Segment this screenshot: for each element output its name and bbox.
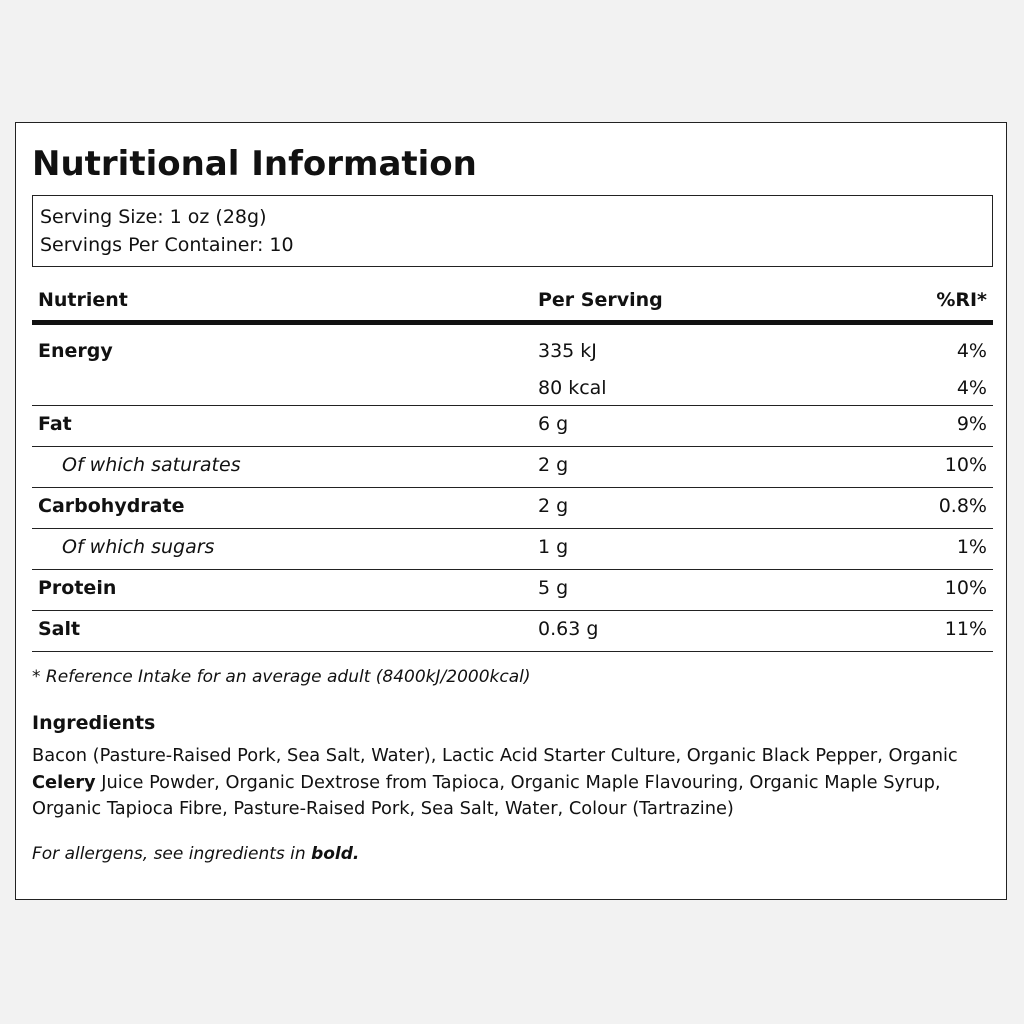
per-serving-value: 2 g (538, 495, 569, 517)
per-serving-value: 2 g (538, 454, 569, 476)
table-row-energy-kcal (32, 363, 993, 406)
table-row-protein (32, 570, 993, 611)
page-title: Nutritional Information (32, 144, 477, 184)
ri-value: 10% (944, 454, 987, 476)
table-row-fat (32, 406, 993, 447)
ri-value: 4% (956, 340, 987, 362)
per-serving-value: 5 g (538, 577, 569, 599)
allergen-ingredient: Celery (32, 771, 96, 793)
ingredients-line-text: Juice Powder, Organic Dextrose from Tapioca, Organic Maple Flavouring, Organic Maple Syrup, (95, 771, 941, 793)
table-row-salt (32, 611, 993, 652)
ingredients-line: Organic Tapioca Fibre, Pasture-Raised Pork, Sea Salt, Water, Colour (Tartrazine) (32, 798, 734, 819)
nutrition-panel (15, 122, 1007, 900)
table-row-energy-kj (32, 325, 993, 363)
table-row-carbohydrate (32, 488, 993, 529)
ri-value: 4% (956, 377, 987, 399)
header-per-serving: Per Serving (538, 289, 663, 311)
nutrient-name: Protein (38, 577, 117, 599)
ingredients-line: Bacon (Pasture-Raised Pork, Sea Salt, Water), Lactic Acid Starter Culture, Organic Black Pepper, Organic (32, 745, 958, 766)
nutrient-name: Of which saturates (62, 454, 241, 476)
per-serving-value: 6 g (538, 413, 569, 435)
nutrition-table (32, 281, 993, 652)
ingredients-line (32, 770, 994, 797)
per-serving-value: 335 kJ (538, 340, 597, 362)
ri-value: 0.8% (938, 495, 987, 517)
ri-value: 10% (944, 577, 987, 599)
header-nutrient: Nutrient (38, 289, 128, 311)
nutrient-name: Salt (38, 618, 81, 640)
serving-info-box (32, 195, 993, 267)
nutrient-name: Fat (38, 413, 72, 435)
reference-intake-footnote: * Reference Intake for an average adult (8400kJ/2000kcal) (32, 667, 531, 687)
table-row-saturates (32, 447, 993, 488)
per-serving-value: 1 g (538, 536, 569, 558)
table-row-sugars (32, 529, 993, 570)
nutrient-name: Energy (38, 340, 113, 362)
ingredients-text (32, 743, 994, 823)
table-header-row (32, 281, 993, 325)
allergen-note-text: For allergens, see ingredients in (32, 844, 312, 864)
ri-value: 11% (944, 618, 987, 640)
ingredients-heading: Ingredients (32, 712, 156, 734)
nutrient-name: Carbohydrate (38, 495, 185, 517)
nutrient-name: Of which sugars (62, 536, 215, 558)
servings-per-container: Servings Per Container: 10 (40, 234, 294, 256)
header-ri: %RI* (936, 289, 987, 311)
per-serving-value: 80 kcal (538, 377, 607, 399)
ri-value: 1% (956, 536, 987, 558)
per-serving-value: 0.63 g (538, 618, 599, 640)
allergen-note-bold: bold. (311, 844, 360, 864)
allergen-note (32, 844, 359, 864)
ri-value: 9% (956, 413, 987, 435)
serving-size: Serving Size: 1 oz (28g) (40, 206, 267, 228)
